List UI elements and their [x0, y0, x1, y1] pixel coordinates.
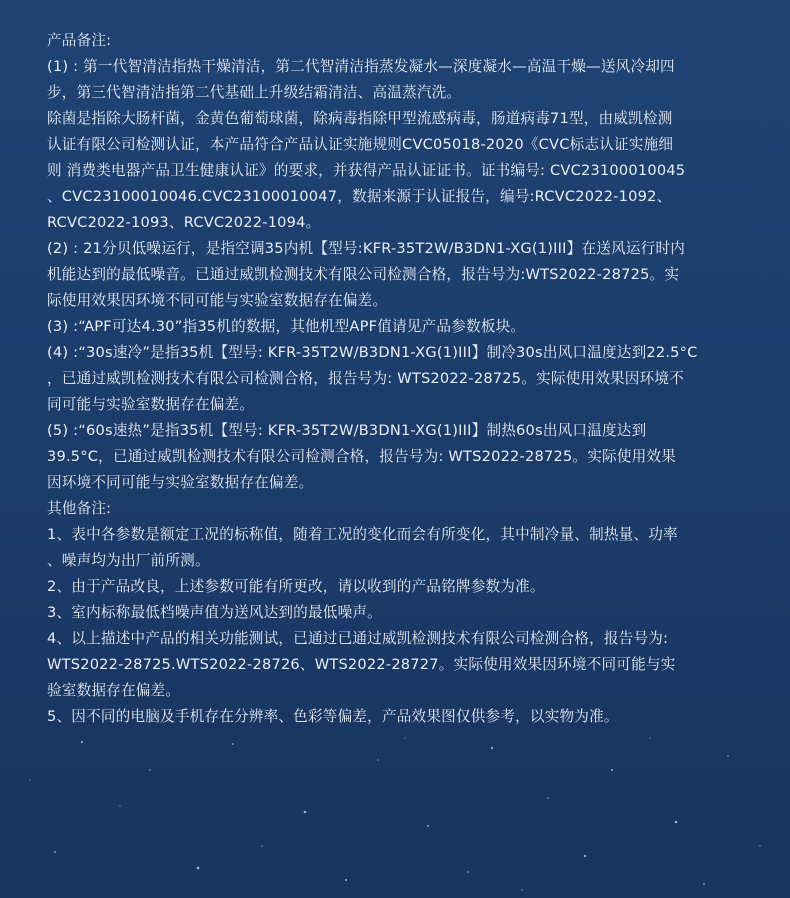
product-note-5-fast-heating: (5) :“60s速热”是指35机【型号: KFR-35T2W/B3DN1-XG(1)III】制热60s出风口温度达到 39.5°C，已通过威凯检测技术有限公司检测合格，报告号为: WTS2022-28725。实际使用效果 因环境不同可能与实验室数据存在偏差。 — [47, 422, 676, 491]
other-note-3: 3、室内标称最低档噪声值为送风达到的最低噪声。 — [47, 604, 382, 621]
other-note-4: 4、以上描述中产品的相关功能测试，已通过已通过威凯检测技术有限公司检测合格，报告号为: WTS2022-28725.WTS2022-28726、WTS2022-28727。实际使用效果因环境不同可能与实 验室数据存在偏差。 — [47, 630, 676, 699]
product-notes-heading: 产品备注: — [47, 32, 112, 49]
product-note-4-fast-cooling: (4) :“30s速冷”是指35机【型号: KFR-35T2W/B3DN1-XG(1)III】制冷30s出风口温度达到22.5°C ，已通过威凯检测技术有限公司检测合格，报告号为: WTS2022-28725。实际使用效果因环境不 同可能与实验室数据存在偏差。 — [47, 344, 698, 413]
other-note-5: 5、因不同的电脑及手机存在分辨率、色彩等偏差，产品效果图仅供参考，以实物为准。 — [47, 708, 619, 725]
product-note-3-apf: (3) :“APF可达4.30”指35机的数据，其他机型APF值请见产品参数板块。 — [47, 318, 526, 335]
product-note-sterilization: 除菌是指除大肠杆菌，金黄色葡萄球菌，除病毒指除甲型流感病毒，肠道病毒71型，由威凯检测 认证有限公司检测认证，本产品符合产品认证实施规则CVC05018-2020《CVC标志认证实施细 则 消费类电器产品卫生健康认证》的要求，并获得产品认证证书。证书编号: CVC23100010045 、CVC23100010046.CVC23100010047，数据来源于认证报告，编号:RCVC2022-1092、 RCVC2022-1093、RCVC2022-1094。 — [47, 110, 686, 231]
other-notes-heading: 其他备注: — [47, 500, 112, 517]
other-note-2: 2、由于产品改良，上述参数可能有所更改，请以收到的产品铭牌参数为准。 — [47, 578, 545, 595]
other-note-1: 1、表中各参数是额定工况的标称值，随着工况的变化而会有所变化，其中制冷量、制热量、功率 、噪声均为出厂前所测。 — [47, 526, 678, 569]
product-note-1-smart-clean: (1) : 第一代智清洁指热干燥清洁，第二代智清洁指蒸发凝水—深度凝水—高温干燥—送风冷却四 步，第三代智清洁指第二代基础上升级结霜清洁、高温蒸汽洗。 — [47, 58, 675, 101]
product-note-2-low-noise: (2) : 21分贝低噪运行，是指空调35内机【型号:KFR-35T2W/B3DN1-XG(1)III】在送风运行时内 机能达到的最低噪音。已通过威凯检测技术有限公司检测合格，报告号为:WTS2022-28725。实 际使用效果因环境不同可能与实验室数据存在偏差。 — [47, 240, 686, 309]
notes-text-block — [47, 28, 747, 730]
